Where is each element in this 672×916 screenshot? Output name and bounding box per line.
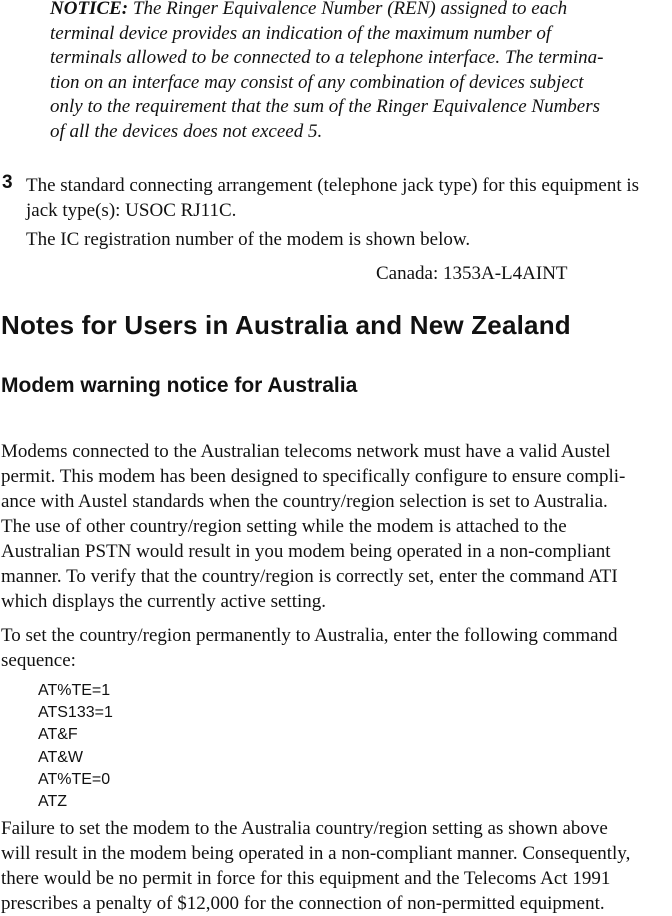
section-heading: Notes for Users in Australia and New Zealand (1, 310, 571, 340)
subsection-heading: Modem warning notice for Australia (1, 374, 358, 397)
command-list (38, 680, 113, 813)
item-number: 3 (2, 172, 13, 193)
paragraph-line: The use of other country/region setting while the modem is attached to the (1, 516, 567, 537)
paragraph-line: Australian PSTN would result in you modem being operated in a non-compliant (1, 541, 611, 562)
paragraph-line: prescribes a penalty of $12,000 for the connection of non-permitted equipment. (1, 893, 605, 914)
instruction-paragraph (1, 623, 669, 673)
warning-paragraph (1, 439, 669, 614)
notice-label: NOTICE: (50, 0, 129, 19)
paragraph-line: Failure to set the modem to the Australia country/region setting as shown above (1, 818, 608, 839)
paragraph-line: ance with Austel standards when the country/region selection is set to Australia. (1, 491, 608, 512)
paragraph-line: To set the country/region permanently to Australia, enter the following command (1, 625, 618, 646)
command-line: ATZ (38, 793, 68, 811)
paragraph-line: Modems connected to the Australian telecoms network must have a valid Austel (1, 441, 611, 462)
notice-line: terminals allowed to be connected to a telephone interface. The termina- (50, 47, 604, 69)
canada-registration-number: Canada: 1353A-L4AINT (376, 263, 568, 284)
item-3-line: The standard connecting arrangement (telephone jack type) for this equipment is (26, 175, 640, 196)
command-line: AT&W (38, 748, 84, 766)
command-line: AT&F (38, 726, 78, 744)
item-3-line: jack type(s): USOC RJ11C. (26, 200, 237, 221)
paragraph-line: permit. This modem has been designed to specifically configure to ensure compli- (1, 466, 626, 487)
notice-line: only to the requirement that the sum of the Ringer Equivalence Numbers (50, 96, 601, 118)
command-line: AT%TE=1 (38, 682, 111, 699)
paragraph-line: there would be no permit in force for this equipment and the Telecoms Act 1991 (1, 868, 611, 889)
notice-line: tion on an interface may consist of any combination of devices subject (50, 71, 584, 93)
item-3-text (26, 173, 672, 223)
notice-text: The Ringer Equivalence Number (REN) assigned to each (128, 0, 568, 19)
notice-line: terminal device provides an indication of the maximum number of (50, 22, 552, 44)
penalty-paragraph (1, 816, 669, 916)
paragraph-line: manner. To verify that the country/region is correctly set, enter the command ATI (1, 566, 618, 587)
paragraph-line: which displays the currently active setting. (1, 591, 327, 612)
paragraph-line: sequence: (1, 650, 76, 671)
notice-line: of all the devices does not exceed 5. (50, 120, 323, 142)
command-line: AT%TE=0 (38, 770, 111, 788)
ic-registration-text: The IC registration number of the modem is shown below. (26, 229, 471, 250)
command-line: ATS133=1 (38, 704, 113, 722)
paragraph-line: will result in the modem being operated in a non-compliant manner. Consequently, (1, 843, 631, 864)
notice-line (50, 0, 660, 22)
notice-paragraph (50, 0, 660, 145)
